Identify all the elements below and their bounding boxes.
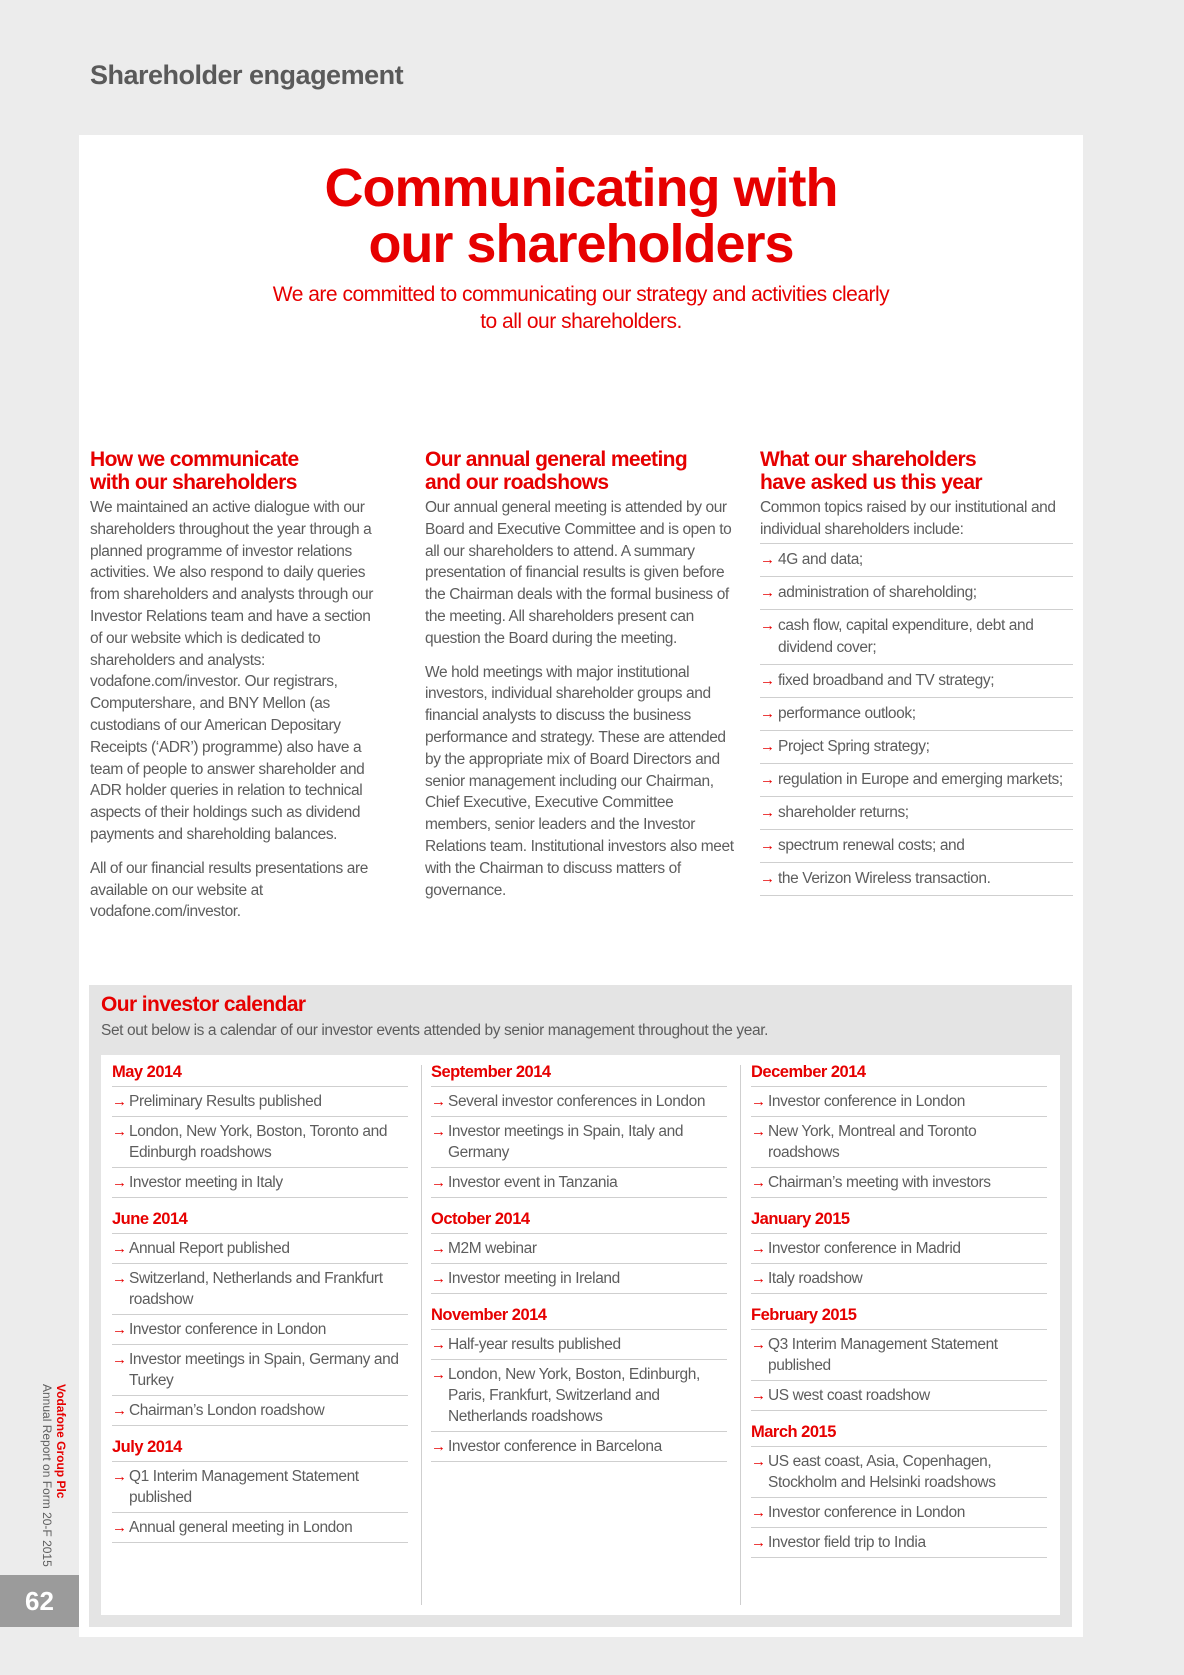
arrow-right-icon: → bbox=[751, 1504, 766, 1521]
arrow-right-icon: → bbox=[431, 1438, 446, 1455]
event-item bbox=[751, 1498, 1047, 1528]
event-text: Chairman’s meeting with investors bbox=[768, 1174, 991, 1191]
topic-item bbox=[760, 731, 1073, 764]
topic-item bbox=[760, 544, 1073, 577]
event-list bbox=[431, 1329, 727, 1462]
event-list bbox=[112, 1233, 408, 1426]
page-title bbox=[79, 160, 1083, 272]
event-text: Half-year results published bbox=[448, 1336, 621, 1353]
arrow-right-icon: → bbox=[112, 1468, 127, 1485]
arrow-right-icon: → bbox=[112, 1519, 127, 1536]
arrow-right-icon: → bbox=[760, 550, 775, 568]
month-heading: February 2015 bbox=[751, 1306, 857, 1324]
arrow-right-icon: → bbox=[751, 1534, 766, 1551]
event-list bbox=[751, 1233, 1047, 1294]
topic-item bbox=[760, 698, 1073, 731]
month-heading: May 2014 bbox=[112, 1063, 182, 1081]
topic-text: shareholder returns; bbox=[778, 803, 909, 821]
topic-text: performance outlook; bbox=[778, 704, 916, 722]
event-text: Investor conference in London bbox=[768, 1504, 965, 1521]
event-list bbox=[431, 1086, 727, 1198]
month-heading: January 2015 bbox=[751, 1210, 850, 1228]
event-text: Investor meeting in Ireland bbox=[448, 1270, 620, 1287]
event-item bbox=[112, 1234, 408, 1264]
section-label: Shareholder engagement bbox=[90, 60, 404, 90]
page-subtitle bbox=[249, 281, 913, 335]
calendar-column bbox=[751, 1061, 1047, 1568]
column-divider bbox=[740, 1065, 741, 1605]
event-list bbox=[112, 1461, 408, 1543]
arrow-right-icon: → bbox=[431, 1336, 446, 1353]
arrow-right-icon: → bbox=[751, 1174, 766, 1191]
event-item bbox=[431, 1087, 727, 1117]
month-heading: March 2015 bbox=[751, 1423, 836, 1441]
arrow-right-icon: → bbox=[431, 1366, 446, 1383]
event-item bbox=[112, 1264, 408, 1315]
arrow-right-icon: → bbox=[112, 1123, 127, 1140]
arrow-right-icon: → bbox=[760, 803, 775, 821]
calendar-column bbox=[431, 1061, 727, 1472]
paragraph: All of our financial results presentations are available on our website at vodafone.com/investor. bbox=[90, 859, 368, 921]
event-text: Switzerland, Netherlands and Frankfurt roadshow bbox=[129, 1270, 383, 1308]
content-card bbox=[79, 135, 1083, 1637]
event-list bbox=[751, 1446, 1047, 1558]
investor-calendar bbox=[89, 985, 1072, 1627]
topic-text: fixed broadband and TV strategy; bbox=[778, 671, 995, 689]
topic-item bbox=[760, 764, 1073, 797]
event-text: London, New York, Boston, Toronto and Edinburgh roadshows bbox=[129, 1123, 388, 1161]
arrow-right-icon: → bbox=[112, 1351, 127, 1368]
event-item bbox=[112, 1117, 408, 1168]
event-text: Investor meetings in Spain, Germany and Turkey bbox=[129, 1351, 399, 1389]
topic-text: administration of shareholding; bbox=[778, 583, 977, 601]
arrow-right-icon: → bbox=[751, 1336, 766, 1353]
event-text: US east coast, Asia, Copenhagen, Stockholm and Helsinki roadshows bbox=[768, 1453, 996, 1491]
arrow-right-icon: → bbox=[751, 1270, 766, 1287]
heading-line: with our shareholders bbox=[90, 471, 297, 494]
column-how-we-communicate bbox=[90, 448, 386, 935]
topic-text: Project Spring strategy; bbox=[778, 737, 930, 755]
event-text: Investor conference in Madrid bbox=[768, 1240, 961, 1257]
topic-item bbox=[760, 863, 1073, 896]
arrow-right-icon: → bbox=[760, 616, 775, 634]
arrow-right-icon: → bbox=[751, 1240, 766, 1257]
event-item bbox=[112, 1087, 408, 1117]
paragraph: Common topics raised by our institutional and individual shareholders include: bbox=[760, 499, 1056, 538]
event-item bbox=[112, 1513, 408, 1543]
event-list bbox=[431, 1233, 727, 1294]
topic-text: cash flow, capital expenditure, debt and dividend cover; bbox=[778, 616, 1034, 656]
arrow-right-icon: → bbox=[112, 1321, 127, 1338]
arrow-right-icon: → bbox=[760, 704, 775, 722]
subtitle-line-1: We are committed to communicating our strategy and activities clearly bbox=[272, 283, 890, 306]
heading-line: How we communicate bbox=[90, 448, 299, 471]
topic-item bbox=[760, 830, 1073, 863]
report-name: Annual Report on Form 20-F 2015 bbox=[40, 1384, 54, 1567]
event-text: Investor event in Tanzania bbox=[448, 1174, 618, 1191]
event-list bbox=[751, 1086, 1047, 1198]
month-heading: July 2014 bbox=[112, 1438, 182, 1456]
arrow-right-icon: → bbox=[760, 770, 775, 788]
column-heading bbox=[425, 448, 737, 494]
event-item bbox=[431, 1330, 727, 1360]
event-item bbox=[751, 1528, 1047, 1558]
arrow-right-icon: → bbox=[760, 583, 775, 601]
event-item bbox=[751, 1087, 1047, 1117]
arrow-right-icon: → bbox=[112, 1174, 127, 1191]
topic-item bbox=[760, 665, 1073, 698]
topic-item bbox=[760, 610, 1073, 665]
title-line-2: our shareholders bbox=[368, 214, 794, 274]
arrow-right-icon: → bbox=[431, 1123, 446, 1140]
event-item bbox=[431, 1360, 727, 1432]
event-item bbox=[431, 1264, 727, 1294]
event-text: M2M webinar bbox=[448, 1240, 537, 1257]
arrow-right-icon: → bbox=[751, 1453, 766, 1470]
event-item bbox=[751, 1330, 1047, 1381]
arrow-right-icon: → bbox=[751, 1123, 766, 1140]
event-text: Q3 Interim Management Statement published bbox=[768, 1336, 998, 1374]
event-item bbox=[112, 1345, 408, 1396]
heading-line: and our roadshows bbox=[425, 471, 609, 494]
paragraph: We hold meetings with major institutional investors, individual shareholder groups and financial analysts to discuss the business performance and strategy. These are attended by the appropriate mix of Board Directors and senior management including our Chairman, Chief Executive, Executive Committee members, senior leaders and the Investor Relations team. Institutional investors also meet with the Chairman to discuss matters of governance. bbox=[425, 663, 734, 899]
arrow-right-icon: → bbox=[760, 869, 775, 887]
event-text: Investor conference in London bbox=[129, 1321, 326, 1338]
month-heading: October 2014 bbox=[431, 1210, 530, 1228]
month-heading: November 2014 bbox=[431, 1306, 547, 1324]
title-line-1: Communicating with bbox=[324, 158, 838, 218]
arrow-right-icon: → bbox=[431, 1174, 446, 1191]
calendar-intro: Set out below is a calendar of our investor events attended by senior management throughout the year. bbox=[101, 1022, 769, 1039]
heading-line: What our shareholders bbox=[760, 448, 977, 471]
event-text: Chairman’s London roadshow bbox=[129, 1402, 325, 1419]
arrow-right-icon: → bbox=[112, 1402, 127, 1419]
heading-line: have asked us this year bbox=[760, 471, 982, 494]
calendar-grid bbox=[101, 1055, 1060, 1615]
calendar-title: Our investor calendar bbox=[101, 993, 306, 1016]
month-heading: December 2014 bbox=[751, 1063, 866, 1081]
arrow-right-icon: → bbox=[760, 737, 775, 755]
event-item bbox=[431, 1432, 727, 1462]
arrow-right-icon: → bbox=[760, 671, 775, 689]
event-item bbox=[112, 1462, 408, 1513]
event-item bbox=[431, 1117, 727, 1168]
event-item bbox=[751, 1117, 1047, 1168]
event-item bbox=[112, 1315, 408, 1345]
column-divider bbox=[421, 1065, 422, 1605]
month-heading: June 2014 bbox=[112, 1210, 188, 1228]
event-item bbox=[431, 1168, 727, 1198]
event-item bbox=[751, 1234, 1047, 1264]
event-text: Investor conference in Barcelona bbox=[448, 1438, 662, 1455]
event-item bbox=[431, 1234, 727, 1264]
event-text: Annual general meeting in London bbox=[129, 1519, 353, 1536]
event-list bbox=[112, 1086, 408, 1198]
event-text: Preliminary Results published bbox=[129, 1093, 322, 1110]
event-list bbox=[751, 1329, 1047, 1411]
event-text: London, New York, Boston, Edinburgh, Paris, Frankfurt, Switzerland and Netherlands roadshows bbox=[448, 1366, 700, 1425]
arrow-right-icon: → bbox=[112, 1240, 127, 1257]
event-text: Annual Report published bbox=[129, 1240, 290, 1257]
arrow-right-icon: → bbox=[751, 1093, 766, 1110]
event-text: Investor field trip to India bbox=[768, 1534, 926, 1551]
paragraph: We maintained an active dialogue with our shareholders throughout the year through a planned programme of investor relations activities. We also respond to daily queries from shareholders and analysts through our Investor Relations team and have a section of our website which is dedicated to shareholders and analysts: vodafone.com/investor. Our registrars, Computershare, and BNY Mellon (as custodians of our American Depositary Receipts (‘ADR’) programme) also have a team of people to answer shareholder and ADR holder queries in relation to technical aspects of their holdings such as dividend payments and shareholding balances. bbox=[90, 499, 374, 843]
arrow-right-icon: → bbox=[431, 1093, 446, 1110]
calendar-column bbox=[112, 1061, 408, 1553]
event-text: Q1 Interim Management Statement published bbox=[129, 1468, 359, 1506]
arrow-right-icon: → bbox=[760, 836, 775, 854]
event-item bbox=[751, 1264, 1047, 1294]
topic-text: regulation in Europe and emerging markets; bbox=[778, 770, 1063, 788]
arrow-right-icon: → bbox=[431, 1240, 446, 1257]
event-item bbox=[751, 1447, 1047, 1498]
event-text: Several investor conferences in London bbox=[448, 1093, 706, 1110]
event-text: New York, Montreal and Toronto roadshows bbox=[768, 1123, 977, 1161]
event-item bbox=[751, 1168, 1047, 1198]
event-text: US west coast roadshow bbox=[768, 1387, 930, 1404]
event-text: Investor meetings in Spain, Italy and Germany bbox=[448, 1123, 684, 1161]
arrow-right-icon: → bbox=[431, 1270, 446, 1287]
topic-item bbox=[760, 797, 1073, 830]
arrow-right-icon: → bbox=[112, 1270, 127, 1287]
heading-line: Our annual general meeting bbox=[425, 448, 688, 471]
topic-text: the Verizon Wireless transaction. bbox=[778, 869, 991, 887]
subtitle-line-2: to all our shareholders. bbox=[480, 310, 682, 333]
arrow-right-icon: → bbox=[112, 1093, 127, 1110]
side-footer bbox=[40, 1384, 68, 1567]
topic-list bbox=[760, 543, 1073, 896]
event-text: Italy roadshow bbox=[768, 1270, 863, 1287]
column-heading bbox=[90, 448, 386, 494]
paragraph: Our annual general meeting is attended by our Board and Executive Committee and is open to all our shareholders to attend. A summary presentation of financial results is given before the Chairman deals with the formal business of the meeting. All shareholders present can question the Board during the meeting. bbox=[425, 499, 732, 647]
event-text: Investor meeting in Italy bbox=[129, 1174, 283, 1191]
topic-item bbox=[760, 577, 1073, 610]
column-shareholder-questions bbox=[760, 448, 1073, 896]
event-text: Investor conference in London bbox=[768, 1093, 965, 1110]
arrow-right-icon: → bbox=[751, 1387, 766, 1404]
event-item bbox=[112, 1168, 408, 1198]
page-number: 62 bbox=[0, 1575, 79, 1627]
event-item bbox=[751, 1381, 1047, 1411]
month-heading: September 2014 bbox=[431, 1063, 551, 1081]
column-heading bbox=[760, 448, 1073, 494]
topic-text: 4G and data; bbox=[778, 550, 863, 568]
column-agm-roadshows bbox=[425, 448, 737, 913]
event-item bbox=[112, 1396, 408, 1426]
company-name: Vodafone Group Plc bbox=[54, 1384, 68, 1499]
topic-text: spectrum renewal costs; and bbox=[778, 836, 965, 854]
